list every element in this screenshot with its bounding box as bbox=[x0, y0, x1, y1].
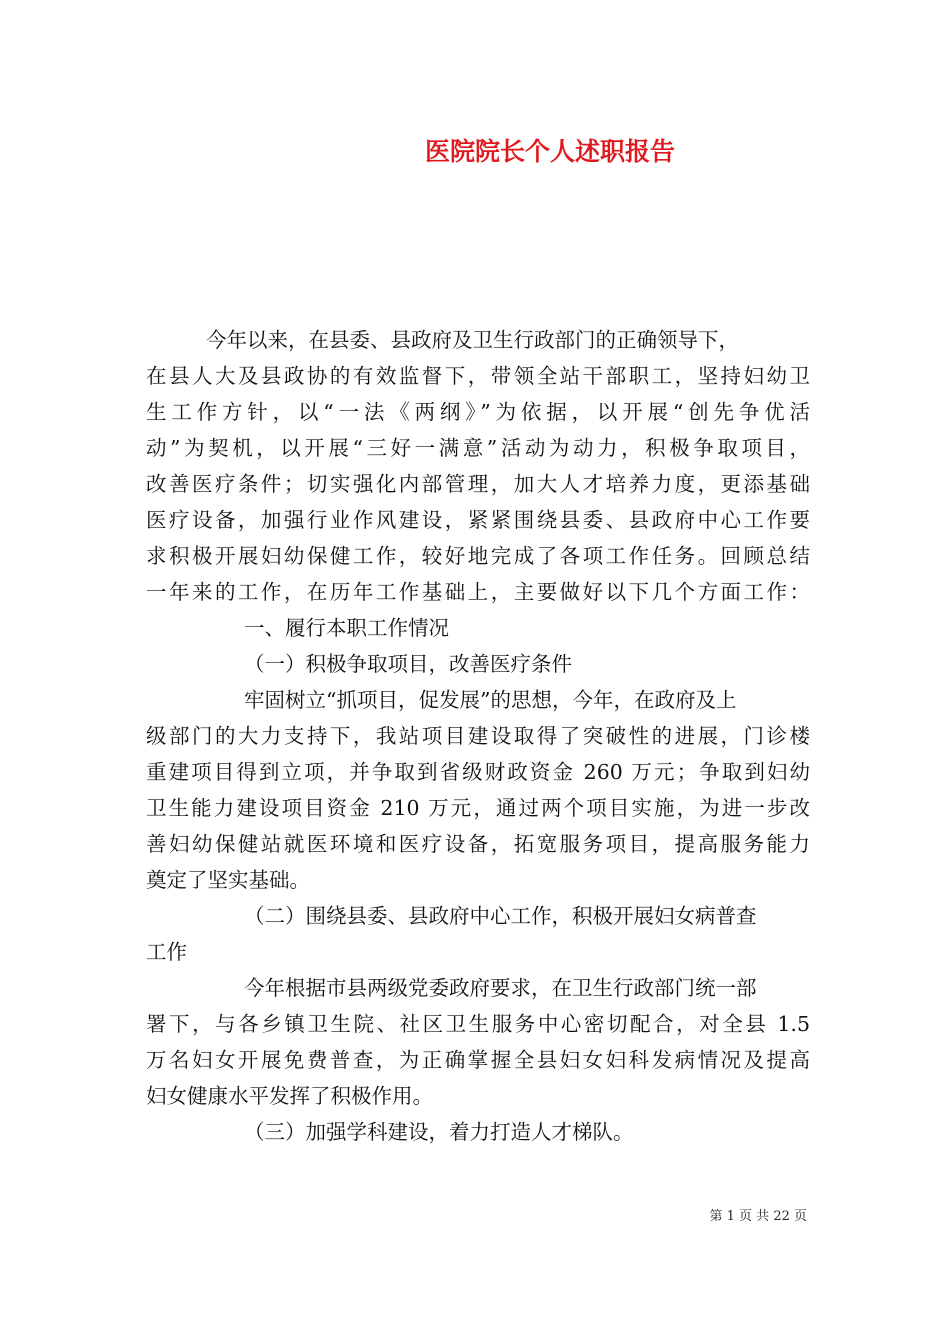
paragraph-line: 万名妇女开展免费普查，为正确掌握全县妇女妇科发病情况及提高 bbox=[146, 1048, 810, 1072]
document-body bbox=[146, 322, 810, 1150]
paragraph-line: 级部门的大力支持下，我站项目建设取得了突破性的进展，门诊楼 bbox=[146, 724, 810, 748]
paragraph-line: 求积极开展妇幼保健工作，较好地完成了各项工作任务。回顾总结 bbox=[146, 544, 810, 568]
subsection-heading-continued: 工作 bbox=[146, 940, 187, 964]
paragraph-line: 署下，与各乡镇卫生院、社区卫生服务中心密切配合，对全县 1.5 bbox=[146, 1012, 810, 1036]
paragraph-line: 动”为契机，以开展“三好一满意”活动为动力，积极争取项目， bbox=[146, 436, 810, 460]
subsection-heading: （二）围绕县委、县政府中心工作，积极开展妇女病普查 bbox=[244, 904, 757, 928]
paragraph-line: 善妇幼保健站就医环境和医疗设备，拓宽服务项目，提高服务能力 bbox=[146, 832, 810, 856]
paragraph-line: 在县人大及县政协的有效监督下，带领全站干部职工，坚持妇幼卫 bbox=[146, 364, 810, 388]
paragraph-line: 改善医疗条件；切实强化内部管理，加大人才培养力度，更添基础 bbox=[146, 472, 810, 496]
subsection-heading: （一）积极争取项目，改善医疗条件 bbox=[244, 652, 572, 676]
paragraph-line: 今年根据市县两级党委政府要求，在卫生行政部门统一部 bbox=[244, 976, 757, 1000]
paragraph-line: 医疗设备，加强行业作风建设，紧紧围绕县委、县政府中心工作要 bbox=[146, 508, 810, 532]
section-heading: 一、履行本职工作情况 bbox=[244, 616, 449, 640]
paragraph-line: 重建项目得到立项，并争取到省级财政资金 260 万元；争取到妇幼 bbox=[146, 760, 810, 784]
paragraph-line: 牢固树立“抓项目，促发展”的思想，今年，在政府及上 bbox=[244, 688, 737, 712]
document-title: 医院院长个人述职报告 bbox=[424, 137, 675, 166]
subsection-heading: （三）加强学科建设，着力打造人才梯队。 bbox=[244, 1120, 634, 1144]
paragraph-line: 妇女健康水平发挥了积极作用。 bbox=[146, 1084, 433, 1108]
paragraph-line: 生工作方针，以“一法《两纲》”为依据，以开展“创先争优活 bbox=[146, 400, 810, 424]
paragraph-line: 奠定了坚实基础。 bbox=[146, 868, 310, 892]
paragraph-line: 卫生能力建设项目资金 210 万元，通过两个项目实施，为进一步改 bbox=[146, 796, 810, 820]
page-number: 第 1 页 共 22 页 bbox=[709, 1209, 807, 1224]
paragraph-line: 今年以来，在县委、县政府及卫生行政部门的正确领导下， bbox=[206, 328, 739, 352]
paragraph-line: 一年来的工作，在历年工作基础上，主要做好以下几个方面工作： bbox=[146, 580, 810, 604]
